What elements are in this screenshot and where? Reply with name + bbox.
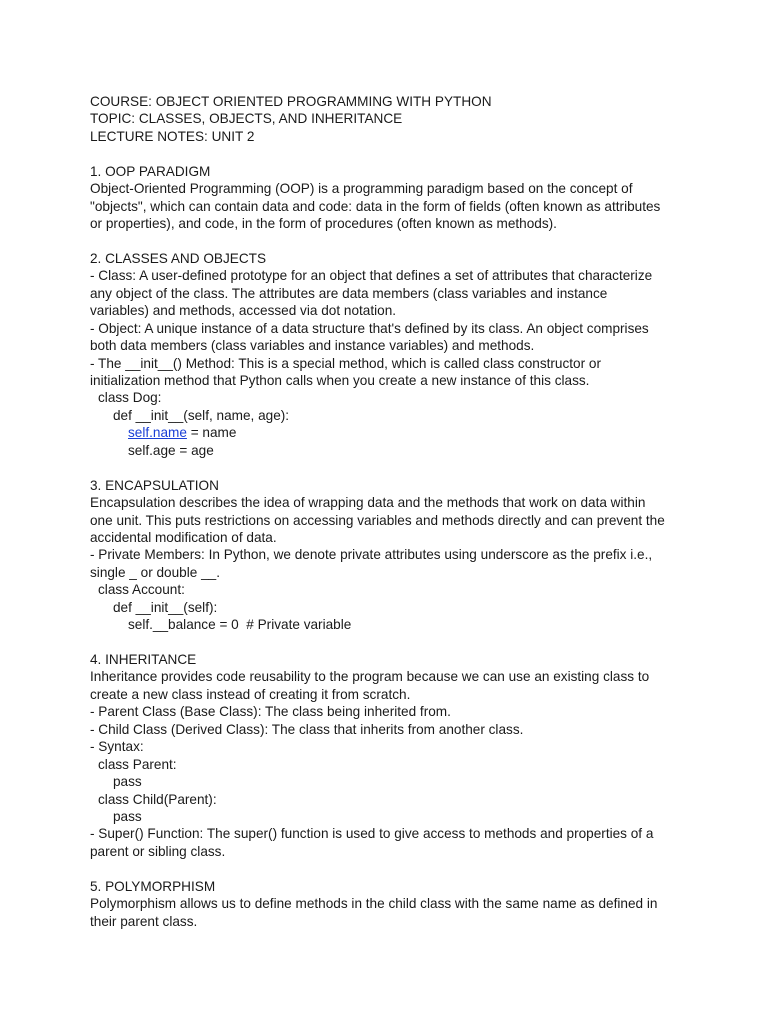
lecture-notes-label: LECTURE NOTES: UNIT 2 — [90, 128, 255, 144]
body-text: accidental modification of data. — [90, 529, 277, 545]
body-text: parent or sibling class. — [90, 843, 226, 859]
body-text: "objects", which can contain data and code: data in the form of fields (often known as attributes — [90, 198, 661, 214]
code-line — [90, 424, 690, 441]
code-text: = name — [186, 425, 237, 441]
section-heading-inheritance: 4. INHERITANCE — [90, 652, 197, 667]
body-text: single _ or double __. — [90, 564, 220, 580]
topic-title: TOPIC: CLASSES, OBJECTS, AND INHERITANCE — [90, 111, 403, 127]
body-text: one unit. This puts restrictions on accessing variables and methods directly and can prevent the — [90, 512, 665, 528]
body-text: - Object: A unique instance of a data structure that's defined by its class. An object comprises — [90, 320, 649, 336]
body-text: both data members (class variables and instance variables) and methods. — [90, 338, 535, 354]
spacer — [90, 860, 690, 877]
body-text: any object of the class. The attributes are data members (class variables and instance — [90, 285, 608, 301]
code-line: class Dog: — [98, 390, 162, 406]
document-page — [90, 93, 690, 930]
section-heading-classes-objects: 2. CLASSES AND OBJECTS — [90, 250, 267, 266]
code-line: def __init__(self): — [113, 599, 218, 615]
code-line: def __init__(self, name, age): — [113, 407, 290, 423]
spacer — [90, 459, 690, 476]
code-line: self.age = age — [128, 442, 214, 458]
body-text: Inheritance provides code reusability to the program because we can use an existing class to — [90, 669, 650, 685]
section-heading-oop-paradigm: 1. OOP PARADIGM — [90, 163, 211, 179]
body-text: - Super() Function: The super() function is used to give access to methods and properties of a — [90, 826, 654, 842]
code-line: class Account: — [98, 582, 185, 598]
code-line: self.__balance = 0 # Private variable — [128, 617, 352, 633]
spacer — [90, 145, 690, 162]
body-text: - Class: A user-defined prototype for an object that defines a set of attributes that characterize — [90, 268, 653, 284]
body-text: Encapsulation describes the idea of wrapping data and the methods that work on data within — [90, 495, 646, 511]
body-text: - Child Class (Derived Class): The class that inherits from another class. — [90, 721, 524, 737]
body-text: their parent class. — [90, 913, 198, 929]
course-title: COURSE: OBJECT ORIENTED PROGRAMMING WITH PYTHON — [90, 94, 492, 109]
code-line: pass — [113, 774, 142, 790]
body-text: create a new class instead of creating it from scratch. — [90, 686, 411, 702]
body-text: initialization method that Python calls when you create a new instance of this class. — [90, 373, 590, 388]
self-name-link[interactable]: self.name — [128, 425, 187, 441]
body-text: - The __init__() Method: This is a special method, which is called class constructor or — [90, 355, 601, 371]
body-text: - Parent Class (Base Class): The class being inherited from. — [90, 704, 451, 720]
body-text: - Syntax: — [90, 739, 144, 755]
code-line: class Child(Parent): — [98, 791, 217, 807]
body-text: Polymorphism allows us to define methods in the child class with the same name as defined in — [90, 896, 658, 912]
body-text: - Private Members: In Python, we denote private attributes using underscore as the prefix i.e., — [90, 547, 653, 563]
code-line: class Parent: — [98, 756, 177, 772]
spacer — [90, 233, 690, 250]
body-text: or properties), and code, in the form of procedures (often known as methods). — [90, 216, 557, 232]
spacer — [90, 634, 690, 651]
body-text: Object-Oriented Programming (OOP) is a programming paradigm based on the concept of — [90, 181, 633, 197]
section-heading-encapsulation: 3. ENCAPSULATION — [90, 477, 219, 493]
code-line: pass — [113, 808, 142, 824]
body-text: variables) and methods, accessed via dot notation. — [90, 303, 397, 319]
section-heading-polymorphism: 5. POLYMORPHISM — [90, 878, 216, 894]
